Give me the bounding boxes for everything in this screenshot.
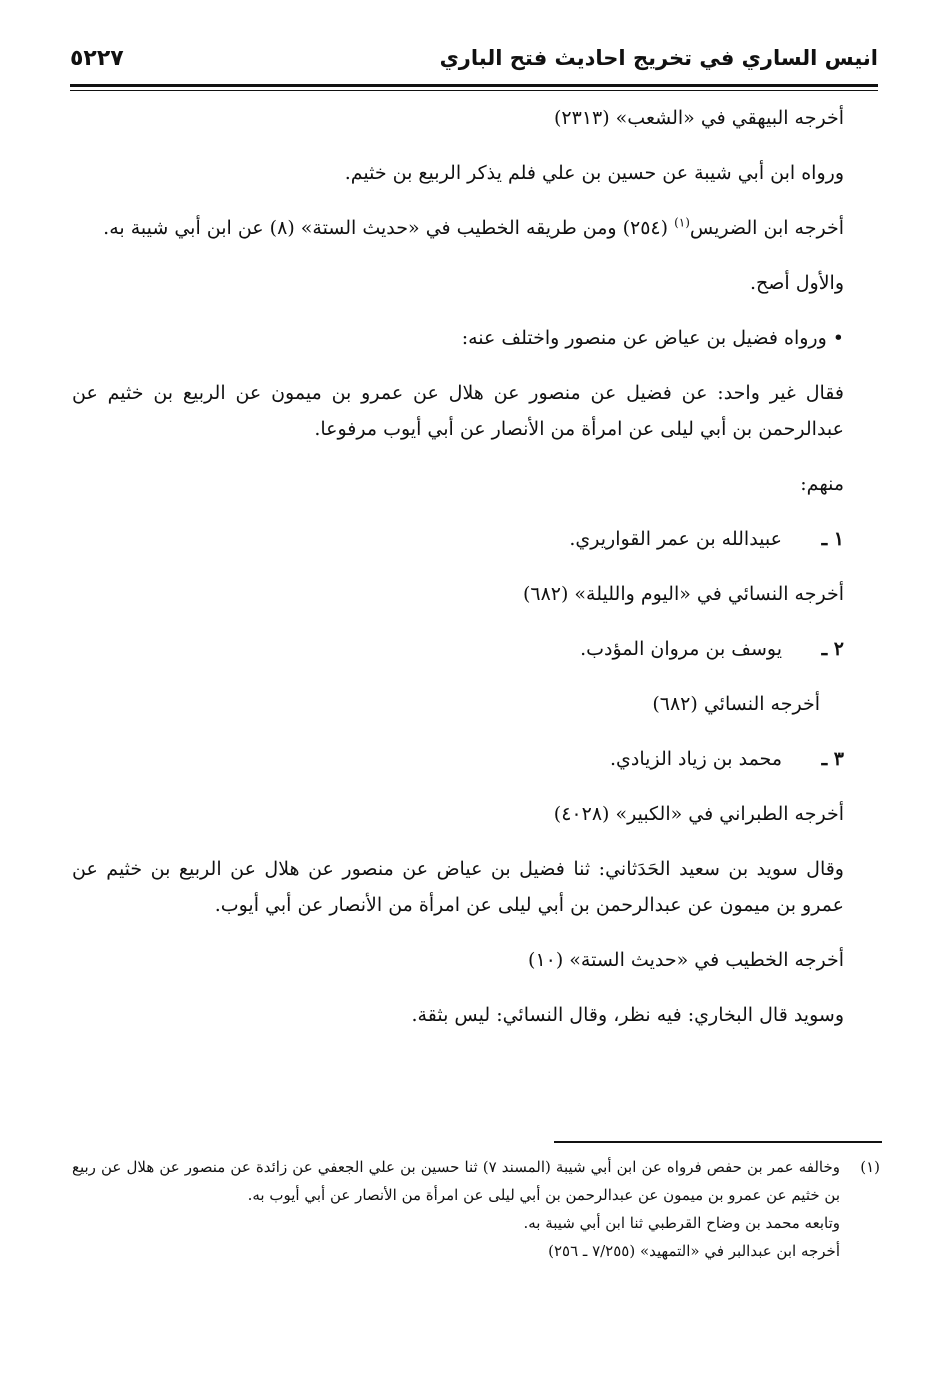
paragraph: ورواه ابن أبي شيبة عن حسين بن علي فلم يذكر الربيع بن خثيم. [344,162,844,184]
item-number: ١ ـ [821,528,844,550]
main-text [72,100,880,1052]
list-item [72,631,880,667]
item-name: عبيدالله بن عمر القواريري. [569,528,782,550]
item-name: محمد بن زياد الزيادي. [610,748,782,770]
footnote-line: وتابعه محمد بن وضاح القرطبي ثنا ابن أبي شيبة به. [523,1214,840,1232]
list-item [72,741,880,777]
item-number: ٢ ـ [821,638,844,660]
paragraph: • ورواه فضيل بن عياض عن منصور واختلف عنه: [461,327,844,349]
footnote-rule [554,1141,882,1143]
page-number: ٥٢٢٧ [70,45,124,71]
list-item [72,521,880,557]
footnote-number: (١) [860,1158,880,1176]
paragraph-text: (٢٥٤) ومن طريقه الخطيب في «حديث الستة» (٨) عن ابن أبي شيبة به. [103,217,675,239]
book-title: انيس الساري في تخريج احاديث فتح الباري [439,46,878,70]
paragraph: أخرجه البيهقي في «الشعب» (٢٣١٣) [553,107,844,129]
item-number: ٣ ـ [821,748,844,770]
header-rule [70,84,878,91]
paragraph: فقال غير واحد: عن فضيل عن منصور عن هلال عن عمرو بن ميمون عن الربيع بن خثيم عن عبدالرحمن بن أبي ليلى عن امرأة من الأنصار عن أبي أيوب مرفوعا. [72,382,844,440]
item-source: أخرجه الطبراني في «الكبير» (٤٠٢٨) [553,803,844,825]
paragraph-text: أخرجه ابن الضريس [689,217,844,239]
running-header [70,36,878,80]
paragraph: وسويد قال البخاري: فيه نظر، وقال النسائي: ليس بثقة. [411,1004,844,1026]
paragraph: والأول أصح. [749,272,844,294]
footnote-marker: (١) [674,215,690,230]
paragraph [72,210,880,246]
paragraph: أخرجه الخطيب في «حديث الستة» (١٠) [528,949,844,971]
item-source: أخرجه النسائي (٦٨٢) [652,693,820,715]
paragraph: منهم: [800,473,844,495]
footnote-line: أخرجه ابن عبدالبر في «التمهيد» (٧/٢٥٥ ـ ٢٥٦) [548,1242,840,1260]
footnotes [72,1153,880,1265]
item-source: أخرجه النسائي في «اليوم والليلة» (٦٨٢) [522,583,844,605]
paragraph: وقال سويد بن سعيد الحَدَثاني: ثنا فضيل بن عياض عن منصور عن هلال عن الربيع بن خثيم عن عمرو بن ميمون عن عبدالرحمن بن أبي ليلى عن امرأة من الأنصار عن أبي أيوب. [72,858,844,916]
item-name: يوسف بن مروان المؤدب. [580,638,782,660]
footnote-text: وخالفه عمر بن حفص فرواه عن ابن أبي شيبة (المسند ٧) ثنا حسين بن علي الجعفي عن زائدة عن منصور عن هلال عن ربيع بن خثيم عن عمرو بن ميمون عن عبدالرحمن بن أبي ليلى عن امرأة من الأنصار عن أبي أيوب به. [72,1158,840,1204]
footnote [72,1153,880,1209]
